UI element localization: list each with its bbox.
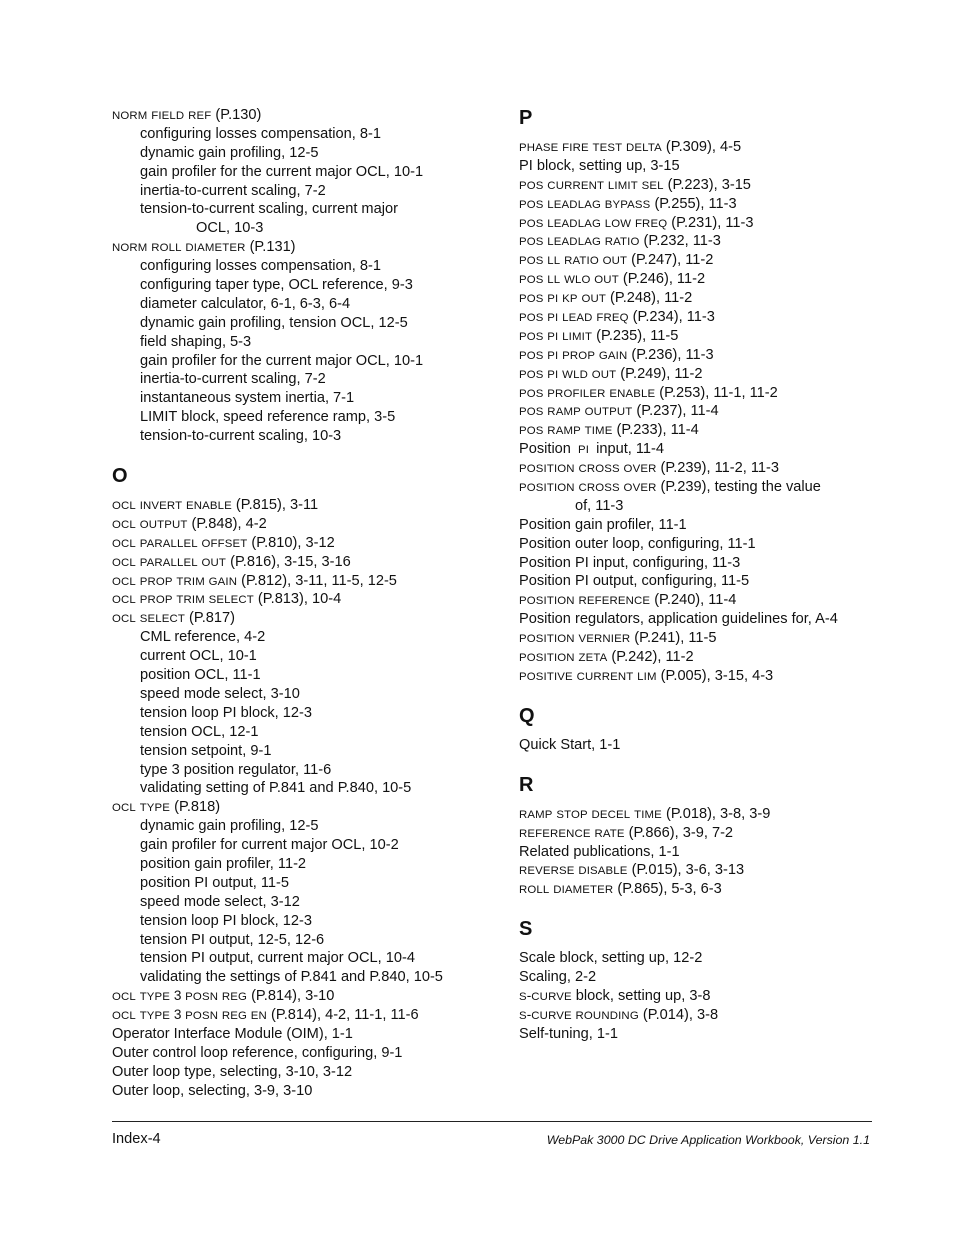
index-subentry: dynamic gain profiling, 12-5: [140, 818, 319, 835]
index-entry: [112, 1006, 492, 1025]
index-entry: Outer loop, selecting, 3-9, 3-10: [112, 1082, 313, 1099]
index-entry: Self-tuning, 1-1: [519, 1025, 618, 1042]
index-entry: [519, 270, 919, 289]
index-locator: (P.866), 3-9, 7-2: [624, 824, 734, 841]
parameter-name: REVERSE DISABLE: [519, 865, 628, 878]
parameter-name: POSITION CROSS OVER: [519, 482, 657, 495]
index-entry: [519, 195, 919, 214]
index-subentry: dynamic gain profiling, 12-5: [140, 144, 319, 161]
index-entry: Outer loop type, selecting, 3-10, 3-12: [112, 1063, 353, 1080]
index-locator: (P.237), 11-4: [632, 403, 719, 420]
index-entry: [519, 478, 919, 497]
index-locator: (P.814), 4-2, 11-1, 11-6: [266, 1007, 419, 1024]
index-entry: [112, 534, 492, 553]
index-subentry: speed mode select, 3-12: [140, 893, 300, 910]
section-letter: Q: [519, 704, 535, 727]
index-entry: Operator Interface Module (OIM), 1-1: [112, 1025, 353, 1042]
index-subentry: inertia-to-current scaling, 7-2: [140, 182, 326, 199]
index-subentry: tension OCL, 12-1: [140, 723, 259, 740]
index-subentry: type 3 position regulator, 11-6: [140, 761, 332, 778]
index-subentry: position gain profiler, 11-2: [140, 855, 307, 872]
index-entry: [519, 346, 919, 365]
index-entry: [519, 987, 919, 1006]
index-subentry: configuring losses compensation, 8-1: [140, 125, 381, 142]
index-entry-continued: of, 11-3: [575, 497, 624, 514]
index-locator: (P.233), 11-4: [612, 422, 699, 439]
index-subentry: position OCL, 11-1: [140, 667, 261, 684]
index-entry: [519, 327, 919, 346]
index-locator: (P.253), 11-1, 11-2: [655, 384, 778, 401]
index-entry: [519, 459, 919, 478]
parameter-name: POS PROFILER ENABLE: [519, 387, 656, 400]
index-locator: (P.309), 4-5: [661, 139, 742, 155]
parameter-name: POS PI LIMIT: [519, 330, 593, 343]
index-entry: Position regulators, application guidelines for, A-4: [519, 611, 838, 628]
index-locator: (P.247), 11-2: [627, 252, 714, 269]
parameter-name: S-CURVE: [519, 987, 572, 1003]
index-locator: (P.014), 3-8: [638, 1006, 719, 1023]
index-entry: Scaling, 2-2: [519, 969, 597, 986]
index-subentry: tension PI output, current major OCL, 10-4: [140, 950, 415, 967]
parameter-name: POSITION CROSS OVER: [519, 463, 657, 476]
index-locator: (P.239), testing the value: [656, 479, 821, 496]
index-entry: [519, 667, 919, 686]
index-entry: [519, 402, 919, 421]
index-subentry: tension setpoint, 9-1: [140, 742, 272, 759]
index-locator: (P.015), 3-6, 3-13: [627, 862, 745, 879]
index-entry: [112, 553, 492, 572]
parameter-name: POS PI LEAD FREQ: [519, 312, 629, 325]
book-title: WebPak 3000 DC Drive Application Workbook, Version 1.1: [546, 1133, 870, 1147]
index-entry: [519, 421, 919, 440]
parameter-name: OCL PARALLEL OUT: [112, 556, 227, 569]
parameter-name: NORM ROLL DIAMETER: [112, 242, 246, 255]
index-entry: [519, 629, 919, 648]
index-locator: (P.240), 11-4: [650, 592, 737, 609]
index-locator: (P.223), 3-15: [663, 176, 751, 193]
index-locator: (P.018), 3-8, 3-9: [661, 805, 771, 822]
index-entry: [112, 106, 492, 125]
index-entry: [519, 214, 919, 233]
parameter-name: ROLL DIAMETER: [519, 884, 614, 897]
index-entry: [519, 384, 919, 403]
index-subentry: gain profiler for the current major OCL, 10-1: [140, 352, 424, 369]
index-locator: (P.812), 3-11, 11-5, 12-5: [237, 572, 397, 589]
index-entry: Position PI input, 11-4: [519, 441, 664, 458]
index-locator: (P.234), 11-3: [628, 309, 715, 326]
index-locator: (P.246), 11-2: [618, 271, 706, 288]
index-entry: [112, 609, 492, 628]
index-locator: (P.005), 3-15, 4-3: [656, 667, 774, 684]
parameter-name: S-CURVE ROUNDING: [519, 1006, 639, 1022]
index-subentry: tension loop PI block, 12-3: [140, 912, 312, 929]
index-subentry: position PI output, 11-5: [140, 874, 290, 891]
index-entry: [112, 572, 492, 591]
index-entry: [112, 798, 492, 817]
page-number: Index-4: [112, 1131, 161, 1147]
parameter-name: OCL PROP TRIM SELECT: [112, 594, 254, 607]
parameter-name: OCL TYPE: [112, 802, 171, 815]
index-entry: [519, 289, 919, 308]
index-entry: Position PI input, configuring, 11-3: [519, 554, 741, 571]
index-locator: (P.810), 3-12: [247, 534, 335, 551]
parameter-name: OCL PROP TRIM GAIN: [112, 575, 238, 588]
index-locator: (P.249), 11-2: [616, 365, 703, 382]
parameter-name: POS RAMP TIME: [519, 425, 613, 438]
index-subentry: tension-to-current scaling, 10-3: [140, 428, 342, 445]
index-subentry: gain profiler for the current major OCL, 10-1: [140, 163, 424, 180]
parameter-name: OCL SELECT: [112, 613, 185, 626]
index-locator: (P.815), 3-11: [231, 497, 319, 514]
parameter-name: POS LEADLAG LOW FREQ: [519, 217, 668, 230]
parameter-name: PI: [577, 444, 590, 457]
index-entry: [519, 365, 919, 384]
section-letter: O: [112, 465, 128, 488]
index-subentry: validating setting of P.841 and P.840, 10-5: [140, 780, 412, 797]
index-entry: [519, 176, 919, 195]
parameter-name: POS LEADLAG BYPASS: [519, 198, 651, 211]
parameter-name: OCL INVERT ENABLE: [112, 500, 232, 513]
index-locator: (P.814), 3-10: [247, 988, 335, 1005]
parameter-name: POSITION ZETA: [519, 652, 608, 665]
index-entry: [519, 1006, 919, 1025]
parameter-name: OCL TYPE 3 POSN REG: [112, 988, 248, 1004]
index-locator: (P.241), 11-5: [630, 630, 717, 647]
parameter-name: POSITIVE CURRENT LIM: [519, 670, 657, 683]
index-locator: (P.242), 11-2: [607, 649, 694, 666]
index-subentry: inertia-to-current scaling, 7-2: [140, 371, 326, 388]
index-subentry: current OCL, 10-1: [140, 648, 257, 665]
parameter-name: POS PI PROP GAIN: [519, 349, 628, 362]
parameter-name: POS RAMP OUTPUT: [519, 406, 633, 419]
parameter-name: PHASE FIRE TEST DELTA: [519, 142, 662, 154]
parameter-name: REFERENCE RATE: [519, 827, 625, 840]
index-locator: (P.865), 5-3, 6-3: [613, 881, 722, 898]
index-entry: Quick Start, 1-1: [519, 736, 621, 753]
index-locator: (P.817): [184, 610, 235, 627]
parameter-name: NORM FIELD REF: [112, 110, 212, 122]
index-subentry: validating the settings of P.841 and P.840, 10-5: [140, 969, 443, 986]
index-entry: [519, 861, 919, 880]
index-subentry: dynamic gain profiling, tension OCL, 12-5: [140, 314, 408, 331]
parameter-name: OCL TYPE 3 POSN REG EN: [112, 1007, 267, 1023]
index-locator: (P.818): [170, 799, 221, 816]
index-subentry: gain profiler for current major OCL, 10-2: [140, 837, 399, 854]
index-entry: [519, 824, 919, 843]
index-entry: Position gain profiler, 11-1: [519, 516, 687, 533]
index-column-left: [112, 106, 492, 1101]
footer-divider: [112, 1121, 872, 1122]
section-letter: S: [519, 918, 533, 941]
index-locator: (P.231), 11-3: [667, 214, 754, 231]
index-entry: Related publications, 1-1: [519, 843, 680, 860]
index-subentry: tension-to-current scaling, current major: [140, 201, 398, 218]
index-locator: (P.239), 11-2, 11-3: [656, 460, 779, 477]
parameter-name: POS CURRENT LIMIT SEL: [519, 179, 664, 192]
index-subentry-continued: OCL, 10-3: [196, 220, 264, 237]
parameter-name: POS LL RATIO OUT: [519, 255, 628, 268]
parameter-name: POSITION VERNIER: [519, 633, 631, 646]
parameter-name: POS PI WLD OUT: [519, 368, 617, 381]
index-locator: (P.255), 11-3: [650, 195, 737, 212]
index-entry: [519, 251, 919, 270]
parameter-name: POS LEADLAG RATIO: [519, 236, 640, 249]
index-entry: [519, 591, 919, 610]
index-entry: [519, 648, 919, 667]
index-entry: Scale block, setting up, 12-2: [519, 950, 703, 967]
index-subentry: field shaping, 5-3: [140, 333, 252, 350]
index-entry: Position outer loop, configuring, 11-1: [519, 535, 756, 552]
index-entry: [519, 308, 919, 327]
index-subentry: tension loop PI block, 12-3: [140, 704, 312, 721]
index-locator: block, setting up, 3-8: [571, 987, 711, 1004]
index-subentry: LIMIT block, speed reference ramp, 3-5: [140, 409, 396, 426]
index-subentry: tension PI output, 12-5, 12-6: [140, 931, 325, 948]
section-letter: P: [519, 107, 533, 129]
index-entry: [112, 987, 492, 1006]
index-locator: (P.848), 4-2: [187, 515, 267, 532]
index-locator: (P.235), 11-5: [592, 327, 679, 344]
index-column-right: [519, 106, 919, 1044]
index-entry: [519, 232, 919, 251]
index-locator: (P.131): [245, 239, 296, 256]
index-locator: (P.813), 10-4: [253, 591, 342, 608]
parameter-name: OCL PARALLEL OFFSET: [112, 537, 248, 550]
parameter-name: POS LL WLO OUT: [519, 274, 619, 287]
section-letter: R: [519, 773, 534, 796]
index-entry: [112, 590, 492, 609]
parameter-name: OCL OUTPUT: [112, 518, 188, 531]
parameter-name: POS PI KP OUT: [519, 293, 606, 306]
index-subentry: CML reference, 4-2: [140, 629, 266, 646]
index-entry: [112, 238, 492, 257]
index-locator: (P.232, 11-3: [639, 233, 721, 250]
parameter-name: POSITION REFERENCE: [519, 595, 651, 608]
index-subentry: instantaneous system inertia, 7-1: [140, 390, 355, 407]
index-locator: (P.236), 11-3: [627, 346, 714, 363]
index-entry: PI block, setting up, 3-15: [519, 157, 680, 174]
index-entry: [112, 496, 492, 515]
index-entry: [112, 515, 492, 534]
index-locator: (P.248), 11-2: [605, 290, 693, 307]
index-subentry: diameter calculator, 6-1, 6-3, 6-4: [140, 295, 351, 312]
index-subentry: speed mode select, 3-10: [140, 685, 300, 702]
index-locator: (P.816), 3-15, 3-16: [226, 553, 351, 570]
index-entry: [519, 880, 919, 899]
index-entry: Position PI output, configuring, 11-5: [519, 573, 750, 590]
index-entry: [519, 805, 919, 824]
index-entry: Outer control loop reference, configuring, 9-1: [112, 1044, 403, 1061]
index-subentry: configuring losses compensation, 8-1: [140, 258, 381, 275]
index-locator: (P.130): [211, 107, 262, 123]
index-entry: [519, 138, 919, 157]
parameter-name: RAMP STOP DECEL TIME: [519, 808, 662, 821]
index-subentry: configuring taper type, OCL reference, 9-3: [140, 277, 413, 294]
